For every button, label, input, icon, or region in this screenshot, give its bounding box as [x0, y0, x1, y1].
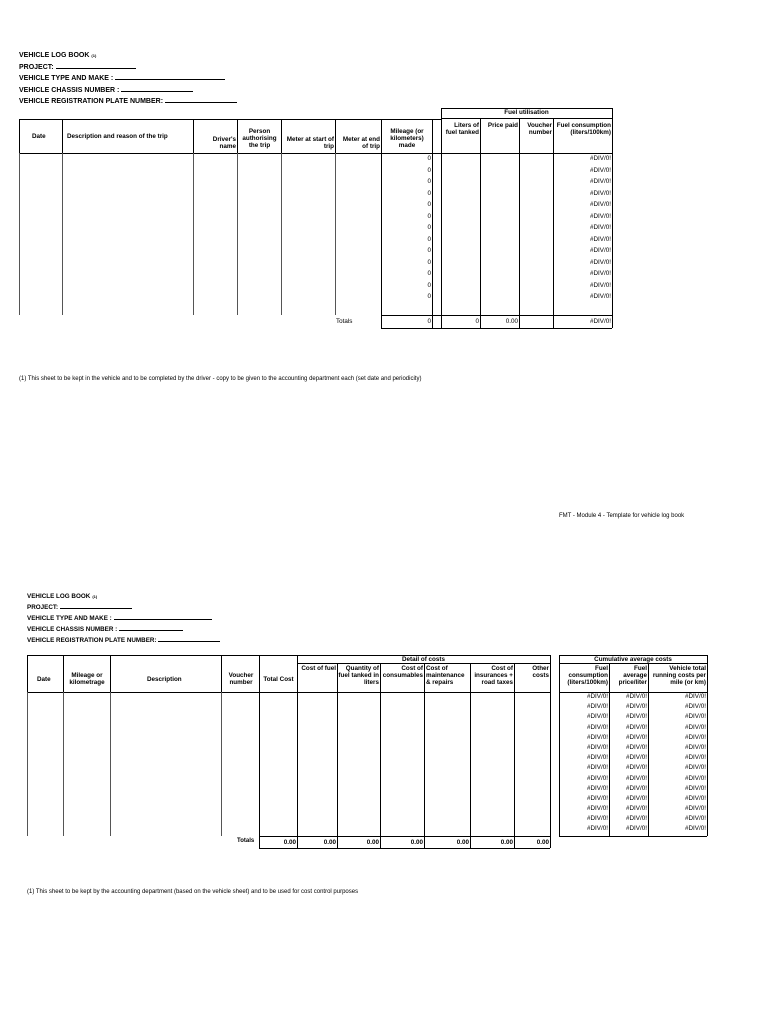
div-cell: #DIV/0! [685, 754, 706, 762]
div-cell: #DIV/0! [626, 713, 647, 721]
mileage-cell: 0 [427, 212, 431, 220]
div-cell: #DIV/0! [685, 764, 706, 772]
col-mileage: Mileage or kilometrage [69, 672, 105, 687]
div-cell: #DIV/0! [685, 774, 706, 782]
fuel-utilisation-header: Fuel utilisation [504, 109, 549, 116]
div-cell: #DIV/0! [626, 703, 647, 711]
footnote-marker: (1) [92, 594, 98, 599]
mileage-cell: 0 [427, 293, 431, 300]
div-cell: #DIV/0! [626, 754, 647, 762]
col-voucher: Voucher number [228, 672, 254, 687]
div-cell: #DIV/0! [587, 703, 608, 711]
totals-qty-fuel: 0.00 [366, 839, 379, 846]
div-cell: #DIV/0! [626, 805, 647, 813]
col-date: Date [37, 676, 51, 683]
sheet1-title: VEHICLE LOG BOOK $^{(1)}$ [19, 52, 97, 59]
totals-other: 0.00 [536, 839, 549, 846]
sheet2-header [27, 592, 220, 646]
div-cell: #DIV/0! [626, 784, 647, 792]
project-blank[interactable] [56, 62, 136, 69]
consumption-cell: #DIV/0! [590, 224, 611, 231]
div-cell: #DIV/0! [685, 713, 706, 721]
div-cell: #DIV/0! [587, 743, 608, 751]
plate-blank[interactable] [165, 96, 237, 103]
div-cell: #DIV/0! [587, 733, 608, 741]
cumulative-costs-header: Cumulative average costs [594, 656, 672, 663]
plate-blank[interactable] [158, 635, 220, 642]
mileage-cell: 0 [427, 178, 431, 185]
type-blank[interactable] [115, 73, 225, 80]
totals-insurance: 0.00 [500, 839, 513, 846]
sheet1-project-field: PROJECT: [19, 62, 237, 74]
col-description: Description [147, 676, 182, 683]
sheet2-type-field: VEHICLE TYPE AND MAKE : [27, 613, 220, 624]
col-other: Other costs [532, 665, 549, 680]
page-footer: FMT - Module 4 - Template for vehicle log book [559, 513, 685, 519]
sheet2-chassis-field: VEHICLE CHASSIS NUMBER : [27, 624, 220, 635]
div-cell: #DIV/0! [587, 754, 608, 762]
chassis-blank[interactable] [119, 624, 183, 631]
div-cell: #DIV/0! [685, 733, 706, 741]
mileage-cell: 0 [427, 201, 431, 208]
div-cell: #DIV/0! [626, 825, 647, 833]
totals-cost-fuel: 0.00 [323, 839, 336, 846]
consumption-cell: #DIV/0! [590, 293, 611, 300]
sheet1-footnote: (1) This sheet to be kept in the vehicle and to be completed by the driver - copy to be given to the accounting department each (set date and periodicity) [19, 376, 422, 382]
col-fuel-avg-price: Fuel average price/liter [618, 665, 647, 687]
div-cell: #DIV/0! [587, 713, 608, 721]
consumption-cell: #DIV/0! [590, 189, 611, 197]
div-cell: #DIV/0! [685, 825, 706, 833]
div-cell: #DIV/0! [587, 784, 608, 792]
sheet1-header [19, 50, 237, 108]
div-cell: #DIV/0! [685, 723, 706, 731]
sheet1-plate-field: VEHICLE REGISTRATION PLATE NUMBER: [19, 96, 237, 108]
col-driver: Driver's name [212, 136, 236, 151]
col-date: Date [32, 133, 46, 140]
totals-consumption: #DIV/0! [590, 318, 611, 325]
consumption-cell: #DIV/0! [590, 178, 611, 185]
col-running-costs: Vehicle total running costs per mile (or km) [652, 665, 706, 687]
consumption-cell: #DIV/0! [590, 270, 611, 277]
consumption-cell: #DIV/0! [590, 155, 611, 162]
totals-maintenance: 0.00 [456, 839, 469, 846]
div-cell: #DIV/0! [685, 805, 706, 813]
mileage-cell: 0 [427, 155, 431, 162]
div-cell: #DIV/0! [587, 805, 608, 813]
mileage-cell: 0 [427, 189, 431, 197]
sheet1-type-field: VEHICLE TYPE AND MAKE : [19, 73, 237, 85]
totals-total-cost: 0.00 [283, 839, 296, 846]
totals-liters: 0 [475, 318, 479, 325]
consumption-cell: #DIV/0! [590, 212, 611, 220]
sheet2-footnote: (1) This sheet to be kept by the accounting department (based on the vehicle sheet) and to be used for cost control purposes [27, 889, 359, 895]
sheet1-chassis-field: VEHICLE CHASSIS NUMBER : [19, 85, 237, 97]
div-cell: #DIV/0! [587, 794, 608, 802]
type-blank[interactable] [114, 613, 212, 620]
mileage-cell: 0 [427, 258, 431, 266]
div-cell: #DIV/0! [626, 723, 647, 731]
sheet2-title: VEHICLE LOG BOOK $^{(1)}$ [27, 593, 98, 600]
div-cell: #DIV/0! [587, 774, 608, 782]
totals-price: 0.00 [505, 318, 518, 325]
mileage-cell: 0 [427, 270, 431, 277]
totals-mileage: 0 [427, 318, 431, 325]
div-cell: #DIV/0! [685, 815, 706, 823]
div-cell: #DIV/0! [626, 764, 647, 772]
col-cost-fuel: Cost of fuel [301, 665, 336, 672]
detail-of-costs-header: Detail of costs [401, 656, 446, 663]
mileage-cell: 0 [427, 166, 431, 174]
consumption-column-values [554, 153, 611, 303]
chassis-blank[interactable] [121, 85, 193, 92]
col-authorising: Person authorising the trip [242, 128, 277, 150]
mileage-cell: 0 [427, 224, 431, 231]
div-cell: #DIV/0! [626, 815, 647, 823]
footnote-marker: (1) [91, 53, 97, 58]
consumption-cell: #DIV/0! [590, 247, 611, 254]
div-cell: #DIV/0! [685, 794, 706, 802]
col-insurance: Cost of insurances + road taxes [474, 665, 513, 687]
col-qty-fuel: Quantity of fuel tanked in liters [338, 665, 379, 687]
col-consumption: Fuel consumption (liters/100km) [556, 122, 611, 137]
consumption-cell: #DIV/0! [590, 258, 611, 266]
col-fuel-consumption: Fuel consumption (liters/100km) [567, 665, 608, 687]
div-cell: #DIV/0! [626, 743, 647, 751]
div-cell: #DIV/0! [587, 723, 608, 731]
totals-label: Totals [237, 838, 255, 844]
consumption-cell: #DIV/0! [590, 201, 611, 208]
col-maintenance: Cost of maintenance & repairs [426, 665, 465, 687]
col-meter-start: Meter at start of trip [286, 136, 334, 151]
div-cell: #DIV/0! [685, 693, 706, 700]
mileage-column-values [383, 153, 431, 303]
mileage-cell: 0 [427, 247, 431, 254]
totals-label: Totals [336, 318, 353, 325]
col-price: Price paid [487, 122, 518, 129]
sheet2-plate-field: VEHICLE REGISTRATION PLATE NUMBER: [27, 635, 220, 646]
mileage-cell: 0 [427, 281, 431, 289]
col-consumables: Cost of consumables [382, 665, 423, 680]
totals-consumables: 0.00 [410, 839, 423, 846]
col-total-cost: Total Cost [263, 676, 294, 683]
div-cell: #DIV/0! [685, 784, 706, 792]
mileage-cell: 0 [427, 235, 431, 243]
running-costs-values [649, 692, 706, 835]
project-blank[interactable] [60, 602, 132, 609]
div-cell: #DIV/0! [626, 774, 647, 782]
div-cell: #DIV/0! [626, 733, 647, 741]
div-cell: #DIV/0! [587, 825, 608, 833]
div-cell: #DIV/0! [685, 743, 706, 751]
div-cell: #DIV/0! [626, 794, 647, 802]
div-cell: #DIV/0! [587, 815, 608, 823]
col-meter-end: Meter at end of trip [342, 136, 380, 151]
col-liters: Liters of fuel tanked [445, 122, 479, 137]
div-cell: #DIV/0! [587, 764, 608, 772]
col-mileage: Mileage (or kilometers) made [390, 128, 424, 150]
div-cell: #DIV/0! [626, 693, 647, 700]
div-cell: #DIV/0! [685, 703, 706, 711]
consumption-cell: #DIV/0! [590, 166, 611, 174]
sheet2-project-field: PROJECT: [27, 602, 220, 613]
div-cell: #DIV/0! [587, 693, 608, 700]
col-description: Description and reason of the trip [67, 133, 168, 140]
consumption-cell: #DIV/0! [590, 281, 611, 289]
fuel-consumption-values [560, 692, 608, 835]
consumption-cell: #DIV/0! [590, 235, 611, 243]
fuel-avg-price-values [610, 692, 647, 835]
col-voucher: Voucher number [527, 122, 552, 137]
